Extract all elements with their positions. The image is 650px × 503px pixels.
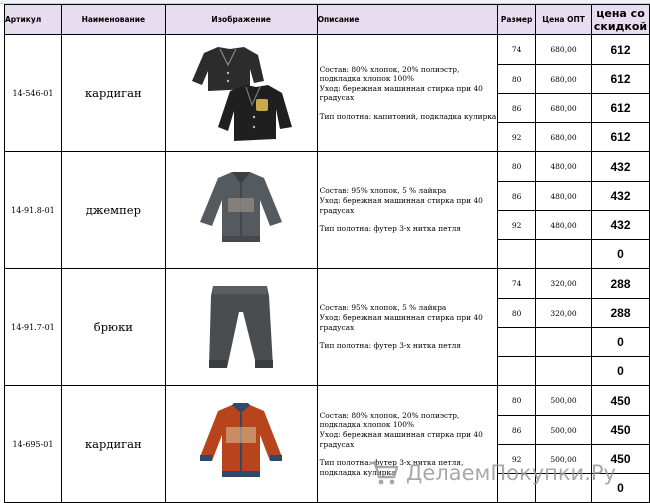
watermark <box>368 456 650 490</box>
article-cell: 14-695-01 <box>5 386 62 503</box>
discount-price-cell: 0 <box>591 474 649 503</box>
product-image <box>165 152 317 269</box>
size-cell: 86 <box>498 182 536 211</box>
description-line: Тип полотна: футер 3-х нитка петля, подкладка кулирка <box>319 458 464 477</box>
size-cell <box>498 328 536 357</box>
opt-price-cell: 680,00 <box>536 35 592 65</box>
size-cell: 74 <box>498 269 536 299</box>
opt-price-cell: 480,00 <box>536 182 592 211</box>
description-line: Уход: бережная машинная стирка при 40 градусах <box>319 312 483 332</box>
discount-price-cell: 432 <box>591 182 649 211</box>
size-cell: 80 <box>498 299 536 328</box>
header-row <box>5 5 650 35</box>
jumper-grey-icon <box>196 170 286 250</box>
article-cell: 14-91.7-01 <box>5 269 62 386</box>
size-cell: 86 <box>498 416 536 445</box>
size-cell: 86 <box>498 94 536 123</box>
article-cell: 14-91.8-01 <box>5 152 62 269</box>
description-line: Состав: 80% хлопок, 20% полиэстр, <box>319 64 460 74</box>
trousers-grey-icon <box>201 282 281 372</box>
opt-price-cell: 480,00 <box>536 152 592 182</box>
discount-price-cell: 432 <box>591 211 649 240</box>
discount-price-cell: 450 <box>591 386 649 416</box>
description-line: подкладка хлопок 100% <box>319 74 414 84</box>
header-article: Артикул <box>5 5 62 35</box>
header-discount-price <box>591 5 649 35</box>
discount-price-cell: 0 <box>591 357 649 386</box>
watermark-text: ДелаемПокупки.Ру <box>406 461 616 485</box>
opt-price-cell: 680,00 <box>536 94 592 123</box>
discount-price-cell: 450 <box>591 416 649 445</box>
size-cell <box>498 357 536 386</box>
product-name: брюки <box>61 269 165 386</box>
product-image <box>165 269 317 386</box>
discount-price-cell: 450 <box>591 445 649 474</box>
size-cell: 80 <box>498 65 536 94</box>
description-line: подкладка хлопок 100% <box>319 420 414 430</box>
description-line: Состав: 95% хлопок, 5 % лайкра <box>319 303 447 313</box>
article-cell: 14-546-01 <box>5 35 62 152</box>
opt-price-cell: 500,00 <box>536 416 592 445</box>
opt-price-cell: 680,00 <box>536 65 592 94</box>
discount-price-cell: 0 <box>591 240 649 269</box>
size-cell: 80 <box>498 386 536 416</box>
description-line: Уход: бережная машинная стирка при 40 градусах <box>319 83 483 103</box>
header-name: Наименование <box>61 5 165 35</box>
description-line: Состав: 80% хлопок, 20% полиэстр, <box>319 410 460 420</box>
description-line: Тип полотна: футер 3-х нитка петля <box>319 224 461 234</box>
discount-price-cell: 288 <box>591 299 649 328</box>
discount-price-cell: 612 <box>591 94 649 123</box>
product-description <box>317 269 498 386</box>
header-image: Изображение <box>165 5 317 35</box>
opt-price-cell: 500,00 <box>536 445 592 474</box>
table-row <box>5 386 650 416</box>
opt-price-cell: 320,00 <box>536 269 592 299</box>
table-row <box>5 269 650 299</box>
product-name: кардиган <box>61 386 165 503</box>
description-line: Уход: бережная машинная стирка при 40 градусах <box>319 429 483 449</box>
price-table <box>4 4 650 503</box>
table-row <box>5 35 650 65</box>
opt-price-cell: 680,00 <box>536 123 592 152</box>
size-cell: 92 <box>498 211 536 240</box>
description-line: Тип полотна: капитоний, подкладка кулирка <box>319 111 497 121</box>
discount-price-cell: 612 <box>591 35 649 65</box>
product-name: джемпер <box>61 152 165 269</box>
table-row <box>5 152 650 182</box>
header-opt-price: Цена ОПТ <box>536 5 592 35</box>
header-description: Описание <box>317 5 498 35</box>
discount-price-cell: 432 <box>591 152 649 182</box>
size-cell: 74 <box>498 35 536 65</box>
description-line: Состав: 95% хлопок, 5 % лайкра <box>319 186 447 196</box>
header-size: Размер <box>498 5 536 35</box>
description-line: Уход: бережная машинная стирка при 40 градусах <box>319 195 483 215</box>
product-image <box>165 35 317 152</box>
opt-price-cell: 500,00 <box>536 386 592 416</box>
cardigan-dark-icon <box>186 43 296 143</box>
opt-price-cell <box>536 357 592 386</box>
header-discount-line2: скидкой <box>593 19 648 33</box>
opt-price-cell: 320,00 <box>536 299 592 328</box>
size-cell: 92 <box>498 123 536 152</box>
product-image <box>165 386 317 503</box>
product-description <box>317 152 498 269</box>
product-name: кардиган <box>61 35 165 152</box>
header-discount-line1: цена со <box>596 6 645 20</box>
description-line: Тип полотна: футер 3-х нитка петля <box>319 341 461 351</box>
discount-price-cell: 0 <box>591 328 649 357</box>
discount-price-cell: 612 <box>591 65 649 94</box>
size-cell <box>498 240 536 269</box>
shopping-cart-icon <box>368 459 400 487</box>
opt-price-cell <box>536 240 592 269</box>
product-description <box>317 35 498 152</box>
size-cell: 92 <box>498 445 536 474</box>
discount-price-cell: 288 <box>591 269 649 299</box>
opt-price-cell <box>536 328 592 357</box>
cardigan-orange-icon <box>196 403 286 485</box>
opt-price-cell: 480,00 <box>536 211 592 240</box>
discount-price-cell: 612 <box>591 123 649 152</box>
size-cell: 80 <box>498 152 536 182</box>
